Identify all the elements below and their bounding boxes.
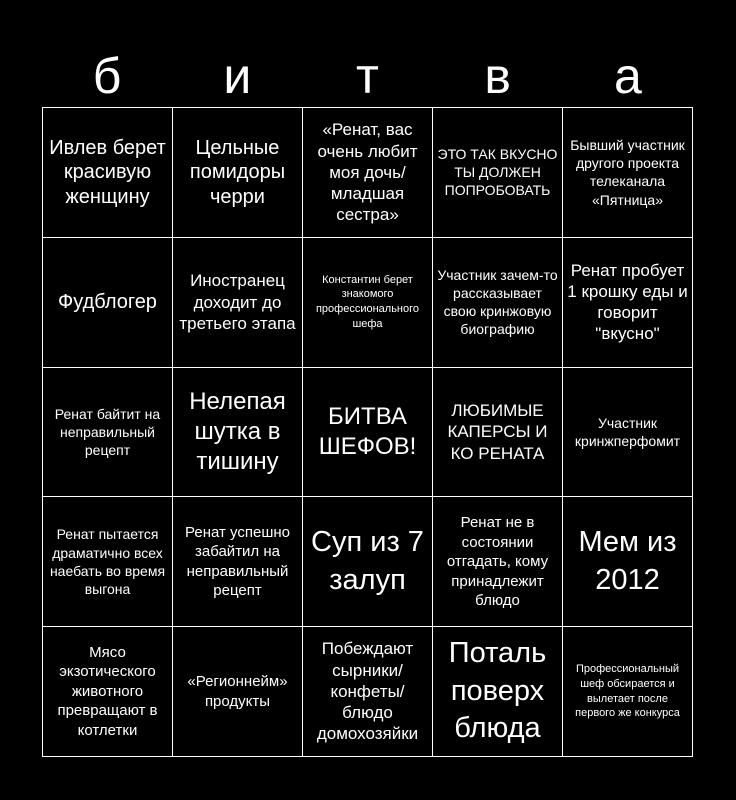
bingo-cell-r5c1[interactable] [43, 627, 173, 757]
cell-text: Поталь поверх блюда [448, 637, 547, 745]
cell-text: Суп из 7 залуп [311, 526, 424, 596]
bingo-cell-r4c2[interactable] [173, 497, 303, 627]
bingo-cell-r3c1[interactable] [43, 368, 173, 498]
cell-text: «Ренат, вас очень любит моя дочь/ младшая сестра» [317, 120, 418, 225]
bingo-cell-r4c4[interactable] [433, 497, 563, 627]
bingo-cell-r3c3[interactable] [303, 368, 433, 498]
bingo-cell-r4c5[interactable] [563, 497, 693, 627]
header-letter-1: б [92, 48, 122, 104]
cell-text: Ивлев берет красивую женщину [49, 136, 166, 208]
bingo-cell-r4c3[interactable] [303, 497, 433, 627]
header-letter-5: а [614, 48, 642, 104]
cell-text: «Регионнейм» продукты [187, 673, 288, 710]
bingo-board [42, 107, 693, 757]
bingo-header [42, 48, 693, 104]
cell-text: Ренат пытается драматично всех наебать во время выгона [49, 526, 166, 597]
cell-text: Иностранец доходит до третьего этапа [179, 271, 296, 333]
cell-text: Побеждают сырники/ конфеты/ блюдо домохозяйки [316, 639, 419, 744]
bingo-cell-r4c1[interactable] [43, 497, 173, 627]
bingo-cell-r5c3[interactable] [303, 627, 433, 757]
cell-text: Ренат не в состоянии отгадать, кому принадлежит блюдо [446, 514, 549, 610]
header-letter-3: т [356, 48, 379, 104]
bingo-cell-r2c2[interactable] [173, 238, 303, 368]
bingo-cell-r3c2[interactable] [173, 368, 303, 498]
bingo-cell-r1c4[interactable] [433, 108, 563, 238]
cell-text: Фудблогер [58, 291, 157, 313]
cell-text: ЭТО ТАК ВКУСНО ТЫ ДОЛЖЕН ПОПРОБОВАТЬ [437, 146, 558, 199]
bingo-cell-r1c1[interactable] [43, 108, 173, 238]
cell-text: ЛЮБИМЫЕ КАПЕРСЫ И КО РЕНАТА [447, 401, 548, 463]
cell-text: Ренат пробует 1 крошку еды и говорит "вкусно" [567, 260, 688, 344]
bingo-cell-r5c4[interactable] [433, 627, 563, 757]
bingo-cell-r3c4[interactable] [433, 368, 563, 498]
cell-text: Ренат успешно забайтил на неправильный рецепт [185, 523, 290, 600]
bingo-cell-r1c3[interactable] [303, 108, 433, 238]
bingo-cell-r5c2[interactable] [173, 627, 303, 757]
cell-text: Бывший участник другого проекта телеканала «Пятница» [570, 137, 685, 208]
cell-text: Цельные помидоры черри [189, 136, 286, 208]
cell-text: Ренат байтит на неправильный рецепт [54, 405, 161, 459]
header-letter-4: в [484, 48, 511, 104]
bingo-cell-r2c5[interactable] [563, 238, 693, 368]
bingo-cell-r2c3[interactable] [303, 238, 433, 368]
header-letter-2: и [223, 48, 252, 104]
cell-text: Мясо экзотического животного превращают в котлетки [57, 643, 158, 739]
cell-text: Константин берет знакомого профессионального шефа [315, 273, 420, 331]
bingo-cell-r1c2[interactable] [173, 108, 303, 238]
cell-text: Нелепая шутка в тишину [189, 387, 286, 475]
bingo-cell-r1c5[interactable] [563, 108, 693, 238]
cell-text: Участник кринжперфомит [574, 414, 681, 449]
bingo-cell-r2c4[interactable] [433, 238, 563, 368]
cell-text: БИТВА ШЕФОВ! [318, 402, 417, 460]
bingo-cell-r5c5[interactable] [563, 627, 693, 757]
cell-text: Участник зачем-то рассказывает свою кринжовую биографию [437, 266, 558, 338]
cell-text: Профессиональный шеф обсирается и вылетает после первого же конкурса [575, 662, 680, 720]
bingo-cell-r2c1[interactable] [43, 238, 173, 368]
bingo-cell-r3c5[interactable] [563, 368, 693, 498]
cell-text: Мем из 2012 [578, 526, 677, 596]
